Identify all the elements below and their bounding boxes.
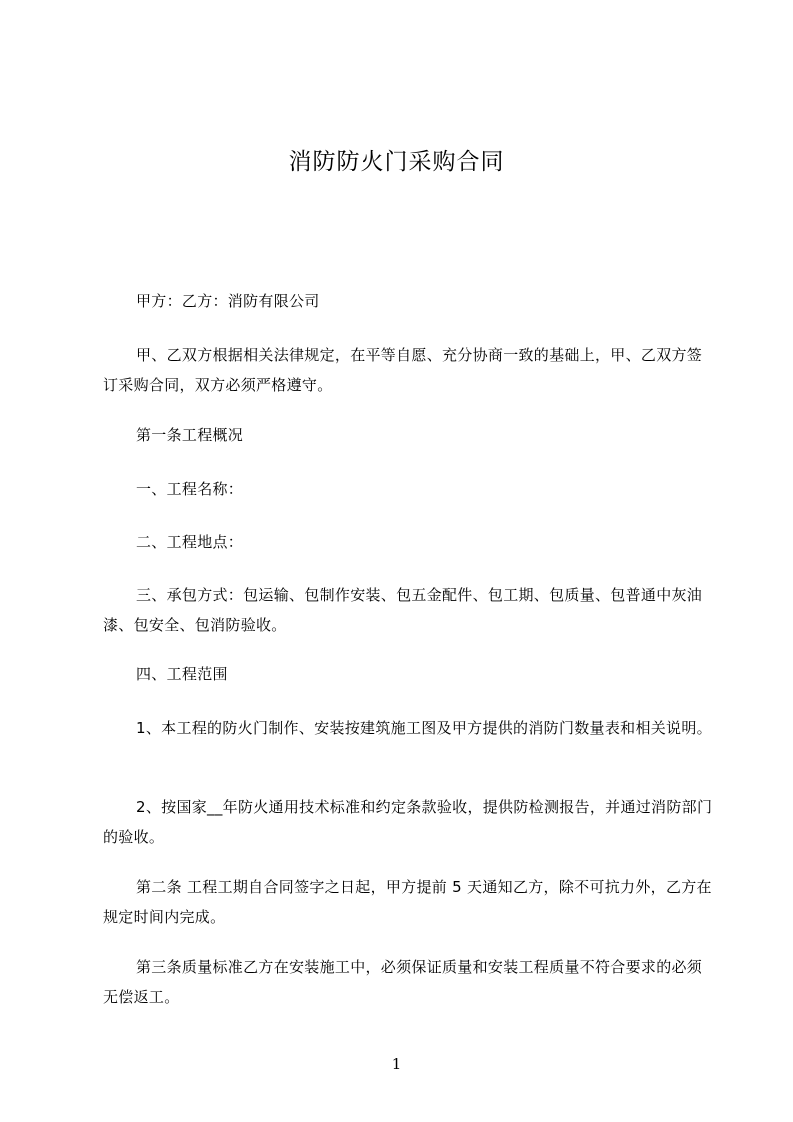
preamble-paragraph: 甲、乙双方根据相关法律规定，在平等自愿、充分协商一致的基础上，甲、乙双方签订采购合同，双方必须严格遵守。 (103, 346, 703, 394)
page-number: 1 (391, 1055, 402, 1073)
project-name-line: 一、工程名称： (136, 480, 244, 498)
article-3-paragraph: 第三条质量标准乙方在安装施工中，必须保证质量和安装工程质量不符合要求的必须无偿返工。 (103, 958, 703, 1006)
project-scope-heading: 四、工程范围 (136, 665, 228, 683)
project-location-line: 二、工程地点： (136, 533, 244, 551)
article-2-paragraph: 第二条 工程工期自合同签字之日起，甲方提前 5 天通知乙方，除不可抗力外，乙方在规定时间内完成。 (103, 878, 712, 926)
document-title: 消防防火门采购合同 (288, 149, 505, 175)
scope-item-2: 2、按国家__年防火通用技术标准和约定条款验收，提供防检测报告，并通过消防部门的验收。 (103, 798, 713, 846)
scope-item-1: 1、本工程的防火门制作、安装按建筑施工图及甲方提供的消防门数量表和相关说明。 (136, 719, 712, 737)
article-1-heading: 第一条工程概况 (136, 426, 244, 444)
parties-line: 甲方：乙方：消防有限公司 (136, 292, 320, 310)
contract-method-paragraph: 三、承包方式：包运输、包制作安装、包五金配件、包工期、包质量、包普通中灰油漆、包安全、包消防验收。 (103, 586, 703, 634)
